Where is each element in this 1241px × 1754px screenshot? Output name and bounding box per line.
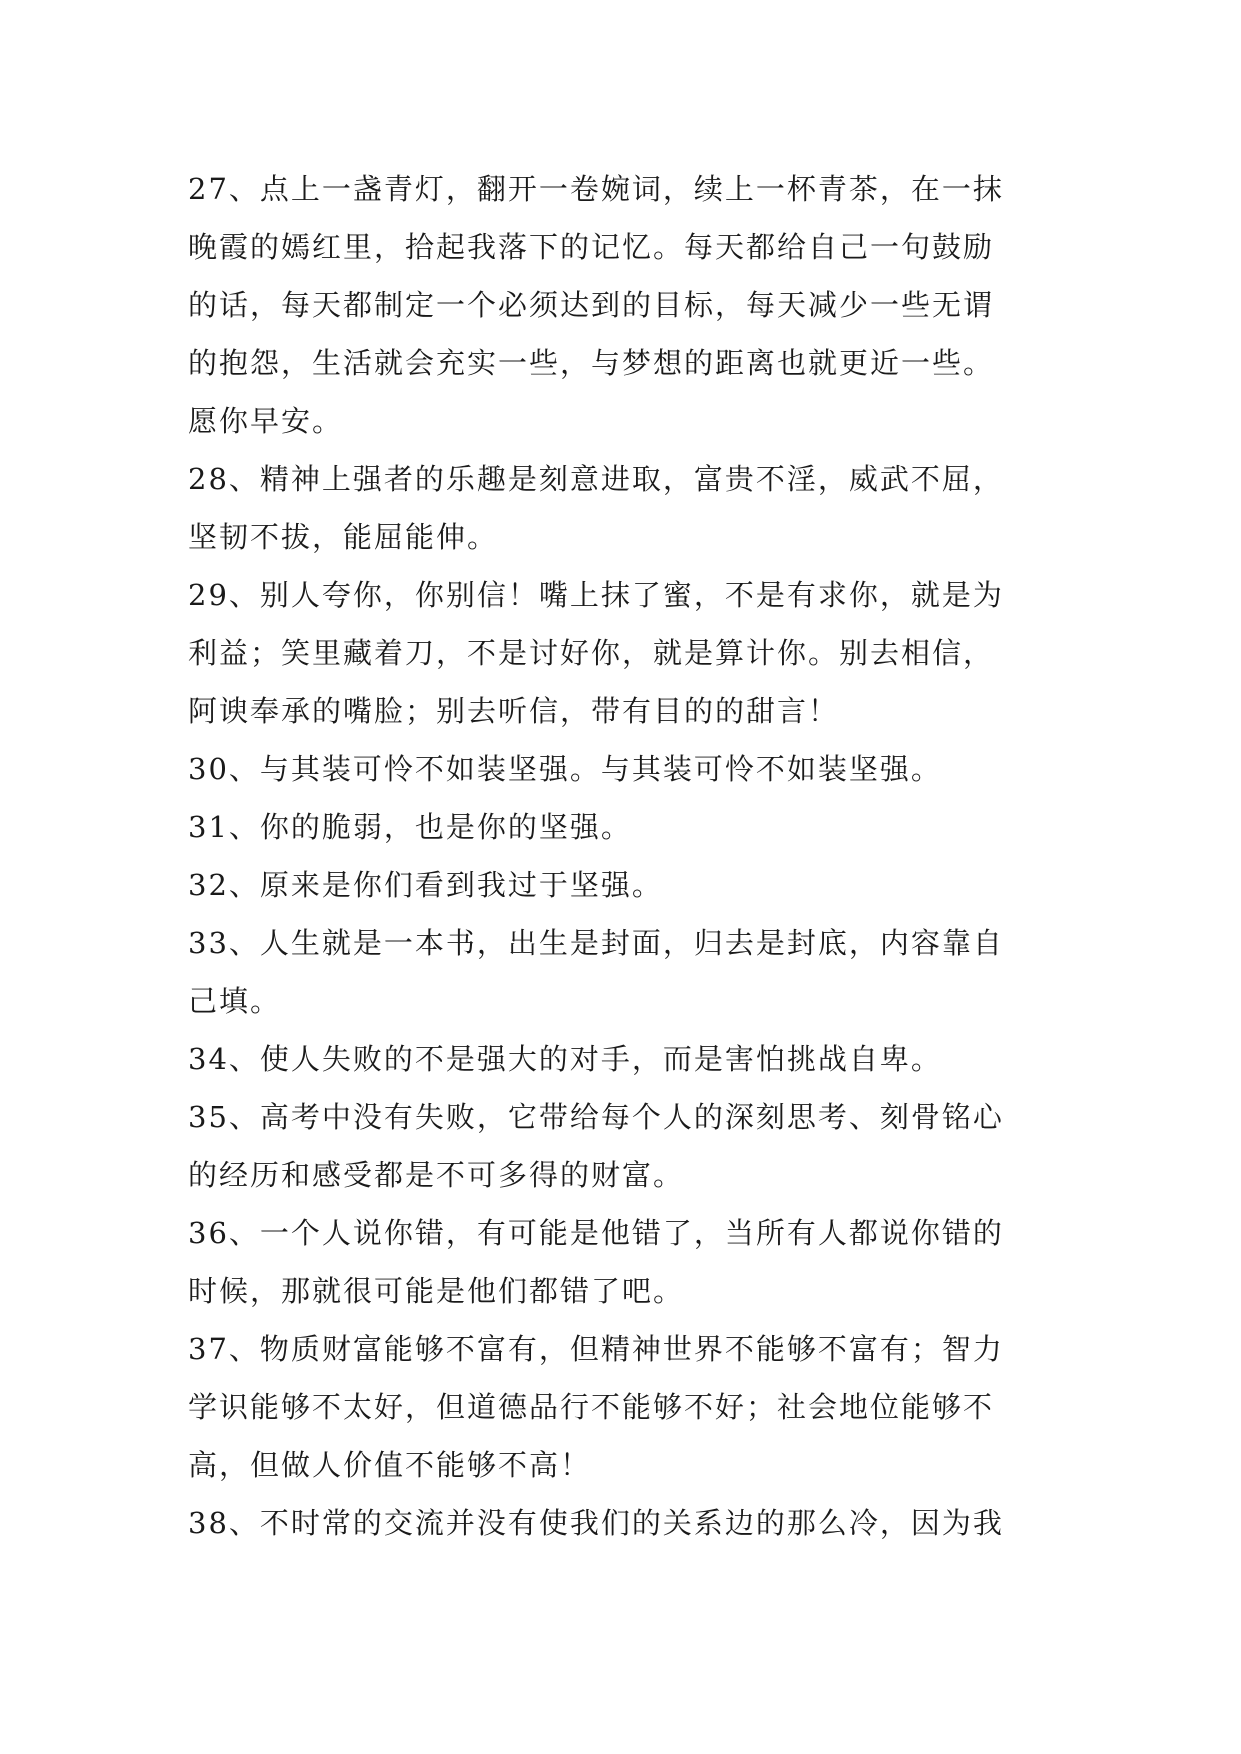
text-line: 33、人生就是一本书，出生是封面，归去是封底，内容靠自 [188, 926, 1004, 960]
text-line: 35、高考中没有失败，它带给每个人的深刻思考、刻骨铭心 [188, 1100, 1004, 1134]
text-line: 36、一个人说你错，有可能是他错了，当所有人都说你错的 [188, 1216, 1004, 1250]
text-line: 高，但做人价值不能够不高！ [188, 1448, 592, 1482]
text-line: 32、原来是你们看到我过于坚强。 [188, 868, 663, 902]
document-body [188, 160, 1068, 1552]
text-line: 28、精神上强者的乐趣是刻意进取，富贵不淫，威武不屈， [188, 462, 1004, 496]
text-line: 31、你的脆弱，也是你的坚强。 [188, 810, 632, 844]
text-line: 坚韧不拔，能屈能伸。 [188, 520, 499, 554]
text-line: 的话，每天都制定一个必须达到的目标，每天减少一些无谓 [188, 288, 995, 322]
text-line: 的抱怨，生活就会充实一些，与梦想的距离也就更近一些。 [188, 346, 995, 380]
text-line: 27、点上一盏青灯，翻开一卷婉词，续上一杯青茶，在一抹 [188, 172, 1004, 206]
text-line: 时候，那就很可能是他们都错了吧。 [188, 1274, 685, 1308]
text-line: 的经历和感受都是不可多得的财富。 [188, 1158, 685, 1192]
text-line: 愿你早安。 [188, 404, 344, 438]
text-line: 30、与其装可怜不如装坚强。与其装可怜不如装坚强。 [188, 752, 942, 786]
text-line: 29、别人夸你，你别信！嘴上抹了蜜，不是有求你，就是为 [188, 578, 1004, 612]
text-line: 学识能够不太好，但道德品行不能够不好；社会地位能够不 [188, 1390, 995, 1424]
text-line: 己填。 [188, 984, 282, 1018]
text-line: 晚霞的嫣红里，拾起我落下的记忆。每天都给自己一句鼓励 [188, 230, 995, 264]
text-line: 37、物质财富能够不富有，但精神世界不能够不富有；智力 [188, 1332, 1004, 1366]
text-line: 利益；笑里藏着刀，不是讨好你，就是算计你。别去相信， [188, 636, 995, 670]
text-line: 34、使人失败的不是强大的对手，而是害怕挑战自卑。 [188, 1042, 942, 1076]
text-line: 38、不时常的交流并没有使我们的关系边的那么冷，因为我 [188, 1506, 1004, 1540]
text-line: 阿谀奉承的嘴脸；别去听信，带有目的的甜言！ [188, 694, 840, 728]
